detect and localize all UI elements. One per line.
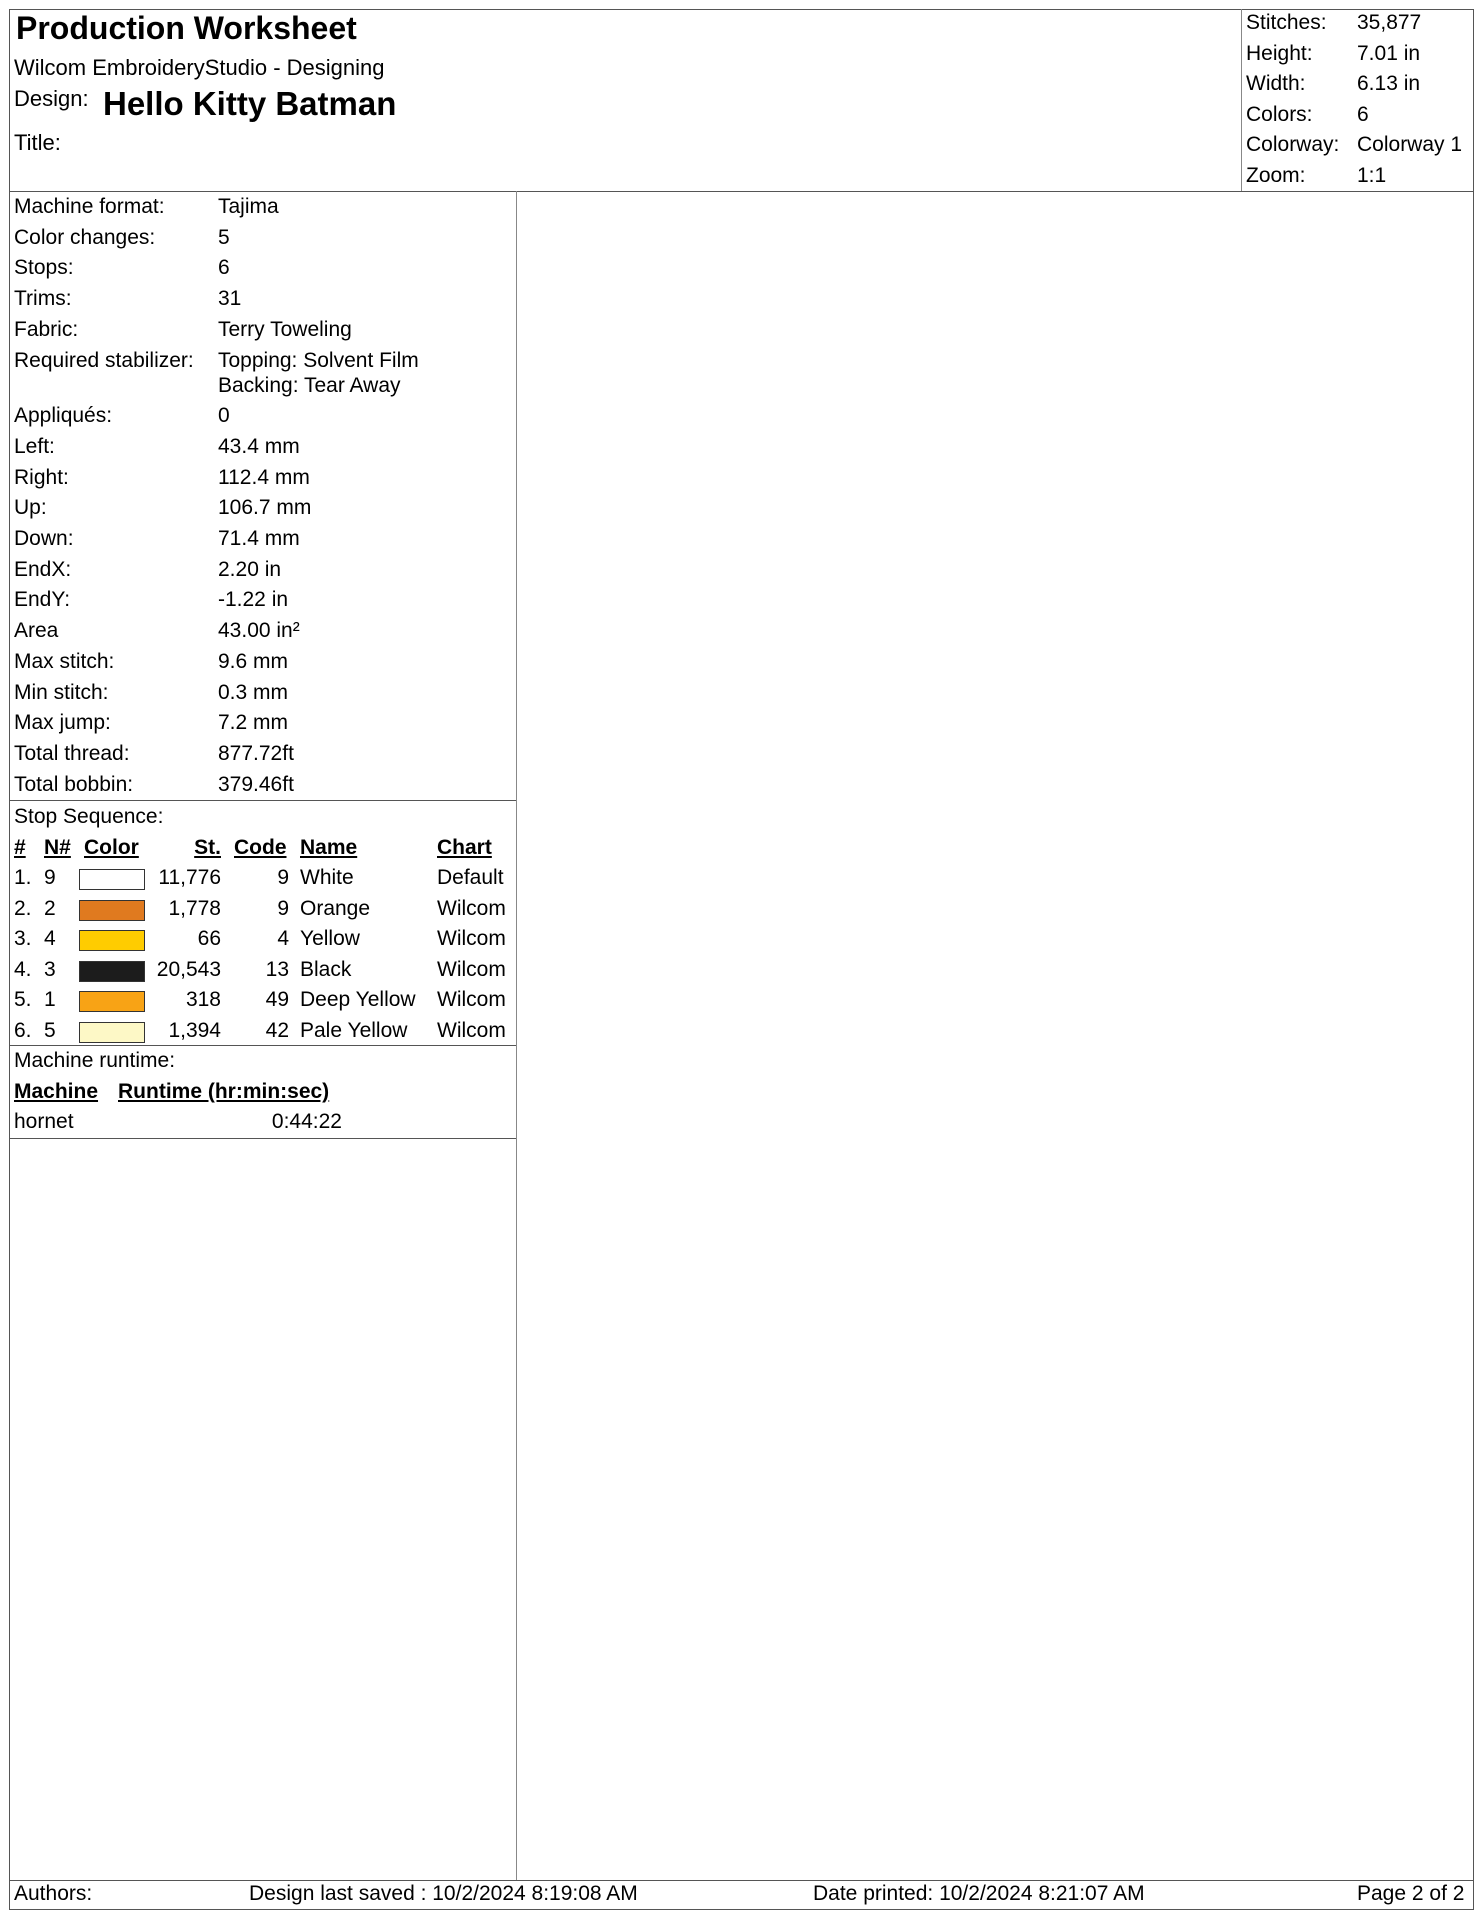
- stats-divider: [1241, 9, 1242, 192]
- detail-label: EndY:: [14, 588, 71, 612]
- thread-chart: Default: [437, 866, 504, 889]
- col-header-num: #: [14, 836, 26, 859]
- stat-label: Colors:: [1246, 102, 1313, 126]
- footer-date-printed: Date printed: 10/2/2024 8:21:07 AM: [813, 1882, 1145, 1905]
- stitch-count: 1,394: [168, 1019, 221, 1042]
- needle-number: 1: [44, 988, 56, 1012]
- detail-label: Max stitch:: [14, 649, 115, 673]
- stop-sequence-title: Stop Sequence:: [14, 805, 164, 828]
- thread-chart: Wilcom: [437, 927, 506, 951]
- column-divider: [516, 191, 517, 1881]
- detail-label: Right:: [14, 465, 69, 489]
- thread-name: Black: [300, 957, 352, 981]
- thread-chart: Wilcom: [437, 988, 506, 1012]
- col-header-name: Name: [300, 836, 358, 859]
- stat-value: Colorway 1: [1357, 133, 1463, 157]
- col-header-n: N#: [44, 836, 71, 859]
- sequence-divider: [9, 1045, 516, 1046]
- detail-value: Tajima: [218, 195, 279, 218]
- thread-chart: Wilcom: [437, 1019, 506, 1042]
- col-header-color: Color: [84, 836, 139, 859]
- color-swatch: [79, 1022, 145, 1043]
- thread-code: 9: [277, 896, 289, 920]
- col-header-chart: Chart: [437, 836, 492, 859]
- needle-number: 2: [44, 896, 56, 920]
- thread-code: 9: [277, 866, 289, 889]
- detail-label: Stops:: [14, 256, 74, 280]
- detail-value: 5: [218, 225, 230, 249]
- detail-label: EndX:: [14, 557, 72, 581]
- stat-label: Stitches:: [1246, 11, 1327, 34]
- stat-label: Height:: [1246, 41, 1313, 65]
- thread-name: Yellow: [300, 927, 360, 951]
- detail-label: Max jump:: [14, 711, 111, 735]
- detail-value: 0: [218, 404, 230, 428]
- runtime-machine: hornet: [14, 1110, 74, 1133]
- thread-code: 13: [265, 957, 289, 981]
- design-name: Hello Kitty Batman: [103, 85, 397, 122]
- footer-authors: Authors:: [14, 1882, 93, 1905]
- details-divider: [9, 800, 516, 801]
- stat-value: 35,877: [1357, 11, 1422, 34]
- stat-value: 7.01 in: [1357, 41, 1421, 65]
- stat-value: 6.13 in: [1357, 72, 1421, 96]
- sequence-number: 5.: [14, 988, 32, 1012]
- detail-value: 6: [218, 256, 230, 280]
- detail-value: Terry Toweling: [218, 317, 352, 341]
- sequence-number: 6.: [14, 1019, 32, 1042]
- detail-value: 7.2 mm: [218, 711, 289, 735]
- thread-code: 49: [265, 988, 289, 1012]
- thread-name: Pale Yellow: [300, 1019, 408, 1042]
- sequence-number: 3.: [14, 927, 32, 951]
- runtime-value: 0:44:22: [271, 1110, 342, 1133]
- needle-number: 4: [44, 927, 56, 951]
- color-swatch: [79, 991, 145, 1012]
- thread-name: White: [300, 866, 354, 889]
- detail-label: Area: [14, 619, 59, 643]
- stitch-count: 20,543: [156, 957, 221, 981]
- needle-number: 9: [44, 866, 56, 889]
- color-swatch: [79, 869, 145, 890]
- detail-value: 877.72ft: [218, 741, 294, 765]
- thread-chart: Wilcom: [437, 957, 506, 981]
- detail-value: 9.6 mm: [218, 649, 289, 673]
- stat-label: Zoom:: [1246, 164, 1306, 187]
- color-swatch: [79, 961, 145, 982]
- col-header-runtime: Runtime (hr:min:sec): [118, 1080, 330, 1103]
- footer-divider: [9, 1880, 1474, 1881]
- title-label: Title:: [14, 130, 61, 155]
- stitch-count: 11,776: [158, 866, 221, 889]
- detail-value: 31: [218, 287, 242, 311]
- detail-label: Fabric:: [14, 317, 79, 341]
- detail-value: Topping: Solvent Film: [218, 348, 419, 372]
- stat-value: 6: [1357, 102, 1369, 126]
- needle-number: 3: [44, 957, 56, 981]
- thread-code: 4: [277, 927, 289, 951]
- header-divider: [9, 191, 1474, 192]
- thread-chart: Wilcom: [437, 896, 506, 920]
- col-header-machine: Machine: [14, 1080, 99, 1103]
- software-name: Wilcom EmbroideryStudio - Designing: [14, 55, 385, 80]
- runtime-title: Machine runtime:: [14, 1049, 176, 1072]
- stat-label: Colorway:: [1246, 133, 1340, 157]
- color-swatch: [79, 930, 145, 951]
- detail-label: Required stabilizer:: [14, 348, 194, 372]
- sequence-number: 1.: [14, 866, 32, 889]
- detail-value: 2.20 in: [218, 557, 282, 581]
- detail-value: 0.3 mm: [218, 680, 289, 704]
- stitch-count: 66: [197, 927, 221, 951]
- sequence-number: 4.: [14, 957, 32, 981]
- detail-label: Min stitch:: [14, 680, 109, 704]
- detail-value: -1.22 in: [218, 588, 289, 612]
- detail-label: Total thread:: [14, 741, 130, 765]
- detail-value: 71.4 mm: [218, 527, 300, 550]
- stat-value: 1:1: [1357, 164, 1387, 187]
- runtime-divider: [9, 1138, 516, 1139]
- needle-number: 5: [44, 1019, 56, 1042]
- thread-code: 42: [265, 1019, 289, 1042]
- detail-value: 112.4 mm: [218, 465, 310, 489]
- detail-label: Trims:: [14, 287, 72, 311]
- detail-label: Appliqués:: [14, 404, 113, 428]
- footer-last-saved: Design last saved : 10/2/2024 8:19:08 AM: [249, 1882, 638, 1905]
- footer-page-number: Page 2 of 2: [1357, 1882, 1465, 1905]
- stitch-count: 318: [185, 988, 221, 1012]
- detail-value: 106.7 mm: [218, 496, 312, 520]
- thread-name: Deep Yellow: [300, 988, 416, 1012]
- sequence-number: 2.: [14, 896, 32, 920]
- thread-name: Orange: [300, 896, 371, 920]
- stat-label: Width:: [1246, 72, 1306, 96]
- detail-label: Machine format:: [14, 195, 165, 218]
- detail-label: Down:: [14, 527, 74, 550]
- detail-value: 43.00 in²: [218, 619, 300, 643]
- design-label: Design:: [14, 86, 89, 111]
- col-header-code: Code: [234, 836, 287, 859]
- detail-label: Left:: [14, 434, 55, 458]
- detail-value: Backing: Tear Away: [218, 373, 401, 397]
- detail-value: 379.46ft: [218, 772, 294, 796]
- detail-label: Total bobbin:: [14, 772, 134, 796]
- stitch-count: 1,778: [168, 896, 221, 920]
- detail-label: Color changes:: [14, 225, 156, 249]
- col-header-stitches: St.: [194, 836, 221, 859]
- page-title: Production Worksheet: [16, 10, 357, 46]
- color-swatch: [79, 900, 145, 921]
- detail-label: Up:: [14, 496, 47, 520]
- detail-value: 43.4 mm: [218, 434, 300, 458]
